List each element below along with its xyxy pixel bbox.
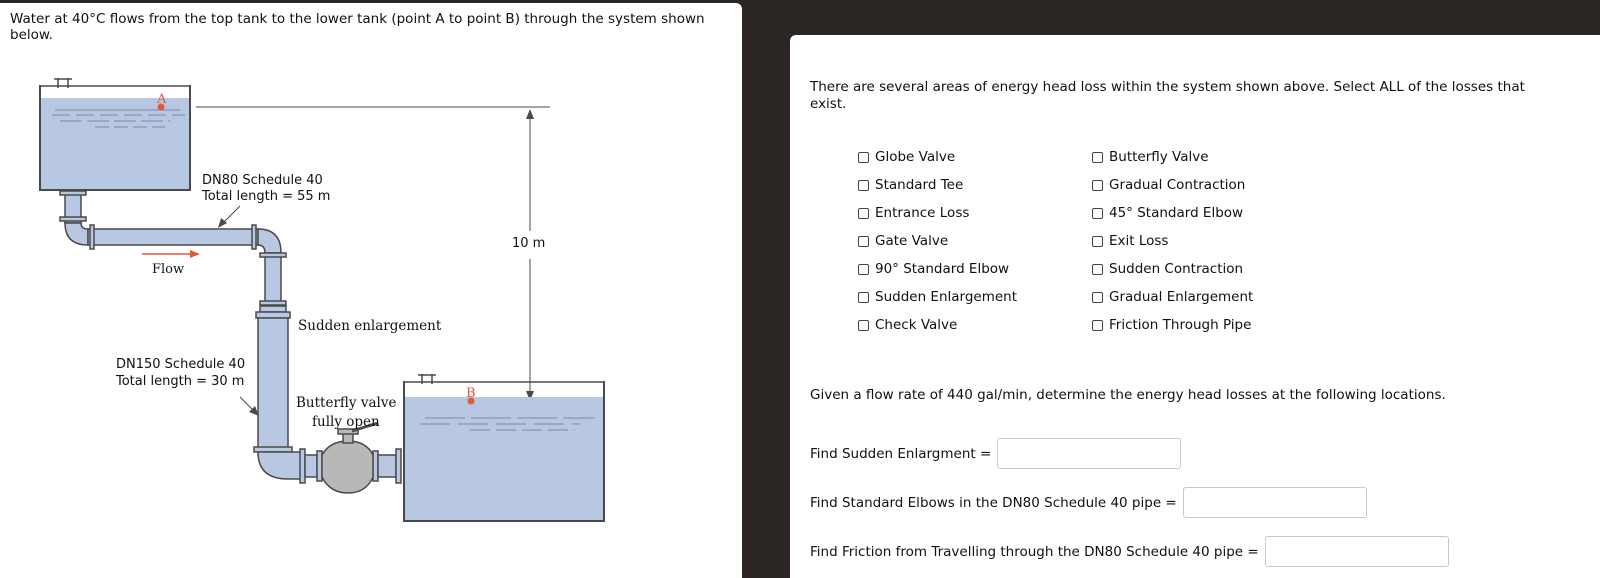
find-standard-elbows-row <box>810 487 1367 518</box>
height-dimension <box>526 109 534 401</box>
option-label: 45° Standard Elbow <box>1109 205 1244 221</box>
option-gate-valve[interactable] <box>858 231 948 251</box>
sudden-enlargement-label: Sudden enlargement <box>298 318 442 334</box>
problem-prompt: Water at 40°C flows from the top tank to the lower tank (point A to point B) through the system shown below. <box>10 11 705 43</box>
option-label: Gate Valve <box>875 233 949 249</box>
checkbox[interactable] <box>1092 292 1103 303</box>
checkbox[interactable] <box>858 236 869 247</box>
question1-text: There are several areas of energy head loss within the system shown above. Select ALL of the losses that exist. <box>810 79 1525 112</box>
option-standard-tee[interactable] <box>858 175 963 195</box>
find-friction-row <box>810 536 1449 567</box>
option-label: Butterfly Valve <box>1109 149 1209 165</box>
checkbox[interactable] <box>858 180 869 191</box>
option-label: Exit Loss <box>1109 233 1169 249</box>
loss-options <box>858 147 1358 357</box>
butterfly-label-line1: Butterfly valve <box>296 395 397 411</box>
dn80-pipe <box>60 190 286 305</box>
option-label: Standard Tee <box>875 177 964 193</box>
option-label: Gradual Enlargement <box>1109 289 1254 305</box>
problem-panel <box>0 3 742 578</box>
option-45-standard-elbow[interactable] <box>1092 203 1243 223</box>
option-globe-valve[interactable] <box>858 147 955 167</box>
pipe-system-diagram <box>0 3 742 578</box>
find-sudden-enlargement-label: Find Sudden Enlargment = <box>810 445 992 462</box>
option-friction-through-pipe[interactable] <box>1092 315 1251 335</box>
checkbox[interactable] <box>858 320 869 331</box>
find-sudden-enlargement-row <box>810 438 1181 469</box>
option-label: Gradual Contraction <box>1109 177 1246 193</box>
checkbox[interactable] <box>858 264 869 275</box>
butterfly-valve <box>322 423 378 493</box>
option-sudden-contraction[interactable] <box>1092 259 1243 279</box>
option-butterfly-valve[interactable] <box>1092 147 1209 167</box>
flow-label: Flow <box>152 262 185 277</box>
butterfly-label-line2: fully open <box>312 414 380 430</box>
checkbox[interactable] <box>1092 264 1103 275</box>
find-friction-label: Find Friction from Travelling through the DN80 Schedule 40 pipe = <box>810 543 1259 560</box>
top-tank <box>40 78 190 190</box>
height-label: 10 m <box>512 236 546 251</box>
point-b-label: B <box>466 386 476 401</box>
option-gradual-contraction[interactable] <box>1092 175 1245 195</box>
dn80-leader <box>218 206 240 228</box>
dn150-leader <box>240 397 259 416</box>
point-a-label: A <box>157 92 167 107</box>
sudden-enlargement-answer-input[interactable] <box>997 438 1181 469</box>
dn150-spec-line1: DN150 Schedule 40 <box>116 357 246 372</box>
option-sudden-enlargement[interactable] <box>858 287 1017 307</box>
option-label: Sudden Contraction <box>1109 261 1244 277</box>
question-panel <box>790 35 1600 578</box>
question2-text: Given a flow rate of 440 gal/min, determine the energy head losses at the following locations. <box>810 387 1446 403</box>
option-label: Check Valve <box>875 317 958 333</box>
friction-answer-input[interactable] <box>1265 536 1449 567</box>
checkbox[interactable] <box>858 208 869 219</box>
checkbox[interactable] <box>1092 180 1103 191</box>
find-standard-elbows-label: Find Standard Elbows in the DN80 Schedule 40 pipe = <box>810 494 1177 511</box>
option-entrance-loss[interactable] <box>858 203 969 223</box>
checkbox[interactable] <box>1092 152 1103 163</box>
option-exit-loss[interactable] <box>1092 231 1168 251</box>
option-check-valve[interactable] <box>858 315 957 335</box>
option-label: 90° Standard Elbow <box>875 261 1010 277</box>
flow-arrow <box>142 250 200 258</box>
option-gradual-enlargement[interactable] <box>1092 287 1253 307</box>
checkbox[interactable] <box>1092 320 1103 331</box>
standard-elbows-answer-input[interactable] <box>1183 487 1367 518</box>
option-label: Globe Valve <box>875 149 956 165</box>
checkbox[interactable] <box>858 152 869 163</box>
option-90-standard-elbow[interactable] <box>858 259 1009 279</box>
option-label: Entrance Loss <box>875 205 970 221</box>
option-label: Sudden Enlargement <box>875 289 1018 305</box>
checkbox[interactable] <box>858 292 869 303</box>
dn150-spec-line2: Total length = 30 m <box>116 374 245 389</box>
bottom-tank <box>404 374 604 521</box>
checkbox[interactable] <box>1092 208 1103 219</box>
option-label: Friction Through Pipe <box>1109 317 1252 333</box>
dn80-spec-line1: DN80 Schedule 40 <box>202 173 323 188</box>
dn80-spec-line2: Total length = 55 m <box>202 189 331 204</box>
checkbox[interactable] <box>1092 236 1103 247</box>
